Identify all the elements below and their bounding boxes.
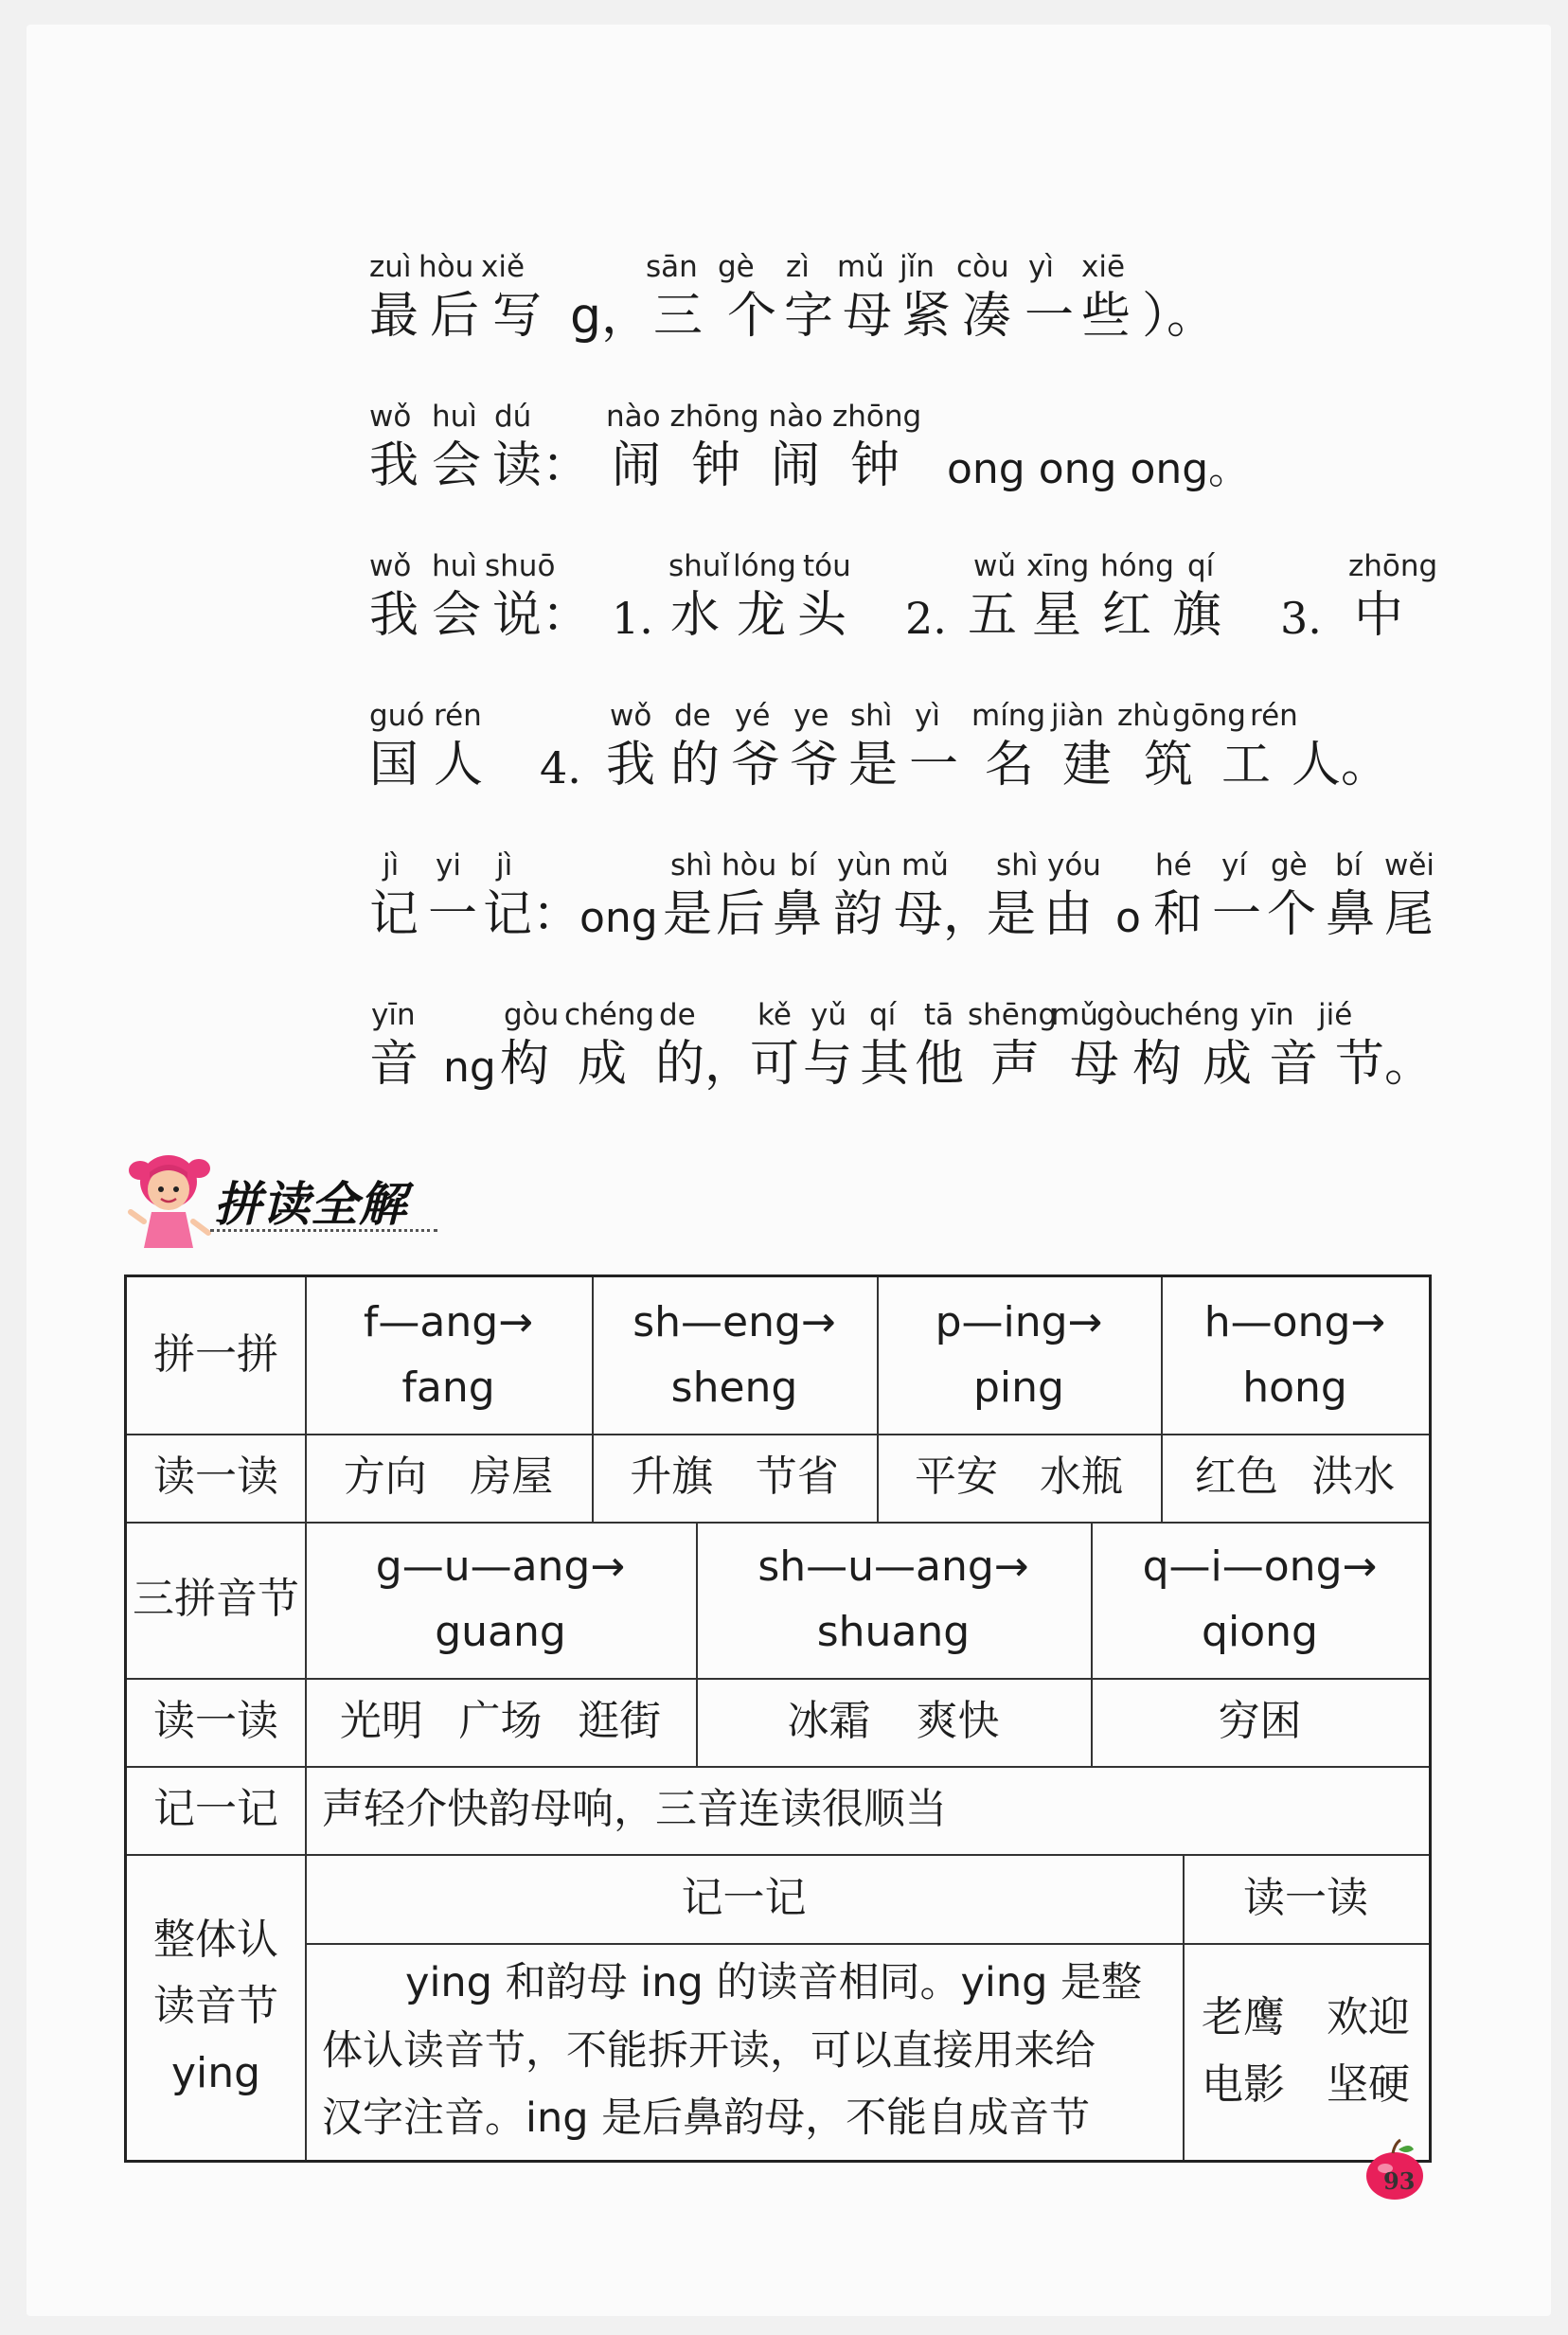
reading-line-3 xyxy=(369,549,1449,663)
pinyin: yi xyxy=(436,848,461,882)
hanzi: 五 xyxy=(968,587,1018,644)
reading-line-5 xyxy=(369,848,1449,962)
item-number: 3. xyxy=(1280,593,1322,644)
pinyin: dú xyxy=(494,400,532,434)
pinyin: hòu xyxy=(419,250,474,284)
hanzi: 爷 xyxy=(790,737,840,793)
pinyin: jǐn xyxy=(900,250,935,284)
hanzi: 后 xyxy=(430,288,480,345)
word: 逛街 xyxy=(578,1697,662,1746)
pinyin: huì xyxy=(432,549,477,583)
hanzi: 记： xyxy=(483,886,582,943)
hanzi: 尾 xyxy=(1384,886,1434,943)
explanation-note xyxy=(305,1943,1183,2160)
hanzi: 人。 xyxy=(1292,737,1391,793)
hanzi: 红 xyxy=(1102,587,1152,644)
spell-result: ping xyxy=(973,1363,1064,1412)
hanzi: 音 xyxy=(369,1036,419,1093)
reading-line-1 xyxy=(369,250,1449,364)
pinyin: yǔ xyxy=(811,998,846,1032)
hanzi: 是 xyxy=(848,737,899,793)
spell-result: fang xyxy=(401,1363,495,1412)
spell-formula: h—ong→ xyxy=(1203,1298,1386,1347)
pinyin: kě xyxy=(757,998,792,1032)
row-label-line: 读音节 xyxy=(153,1982,278,2031)
pinyin: mǔ xyxy=(1051,998,1098,1032)
hanzi: 工 xyxy=(1221,737,1272,793)
word-cell xyxy=(305,1434,592,1522)
hanzi: 一 xyxy=(909,737,959,793)
word: 爽快 xyxy=(916,1697,1000,1746)
hanzi: 节。 xyxy=(1335,1036,1434,1093)
word-cell xyxy=(877,1434,1161,1522)
row-label: 记一记 xyxy=(153,1785,278,1834)
row-label: 拼一拼 xyxy=(153,1330,278,1380)
word-pair xyxy=(1202,1985,1410,2051)
word-cell xyxy=(696,1678,1091,1766)
pinyin: wǔ xyxy=(973,549,1017,583)
word-cell xyxy=(1091,1678,1429,1766)
word: 老鹰 xyxy=(1202,1993,1285,2042)
hanzi: 旗 xyxy=(1172,587,1222,644)
pinyin: de xyxy=(674,699,711,733)
word: 红色 xyxy=(1194,1453,1278,1502)
spell-result: hong xyxy=(1242,1363,1347,1412)
hanzi: 与 xyxy=(803,1036,853,1093)
pinyin: wǒ xyxy=(610,699,652,733)
word: 平安 xyxy=(915,1453,998,1502)
hanzi: 闹 xyxy=(771,437,821,494)
page-number xyxy=(1357,2136,1433,2202)
spell-cell xyxy=(877,1277,1161,1434)
hanzi: 龙 xyxy=(737,587,787,644)
pinyin: zhōng xyxy=(1348,549,1438,583)
spell-cell xyxy=(1161,1277,1429,1434)
hanzi: 人 xyxy=(434,737,484,793)
spell-formula: g—u—ang→ xyxy=(375,1542,626,1592)
item-number: 2. xyxy=(905,593,947,644)
hanzi: 是 xyxy=(663,886,713,943)
finals-text: ng xyxy=(443,1043,496,1092)
pinyin: xiě xyxy=(481,250,526,284)
word: 欢迎 xyxy=(1327,1993,1410,2042)
pinyin: mǔ xyxy=(901,848,949,882)
word-cell xyxy=(1183,1943,1429,2160)
section-title: 拼读全解 xyxy=(214,1177,407,1232)
hanzi: 闹 xyxy=(612,437,662,494)
column-header: 读一读 xyxy=(1243,1873,1368,1922)
finals-text: ong xyxy=(579,894,658,942)
pinyin: shì xyxy=(850,699,893,733)
pinyin: bí xyxy=(790,848,817,882)
hanzi: 成 xyxy=(1203,1036,1253,1093)
hanzi: 字 xyxy=(784,288,834,345)
hanzi: 可 xyxy=(750,1036,800,1093)
row-label-line: 整体认 xyxy=(153,1915,278,1964)
word: 穷困 xyxy=(1218,1697,1302,1746)
hanzi: 鼻 xyxy=(1326,886,1376,943)
spell-result: shuang xyxy=(816,1607,971,1656)
hanzi: 钟 xyxy=(691,437,741,494)
pinyin: hòu xyxy=(722,848,777,882)
spell-result: qiong xyxy=(1202,1607,1318,1656)
pinyin: bí xyxy=(1335,848,1363,882)
hanzi: 母 xyxy=(843,288,893,345)
pinyin: yīn xyxy=(1250,998,1294,1032)
pinyin: mǔ xyxy=(837,250,884,284)
hanzi: ）。 xyxy=(1142,288,1217,345)
hanzi: 读： xyxy=(492,437,592,494)
word: 洪水 xyxy=(1311,1453,1396,1502)
pinyin: còu xyxy=(956,250,1009,284)
pinyin: rén xyxy=(1250,699,1298,733)
pinyin: chéng xyxy=(564,998,655,1032)
hanzi: 由 xyxy=(1043,886,1094,943)
hanzi: 构 xyxy=(500,1036,550,1093)
pinyin: jiàn xyxy=(1051,699,1104,733)
spell-cell xyxy=(696,1522,1091,1678)
pinyin: chéng xyxy=(1149,998,1240,1032)
spell-cell xyxy=(1091,1522,1429,1678)
pinyin: zhù xyxy=(1117,699,1170,733)
finals-text: o xyxy=(1115,894,1141,942)
pinyin: yí xyxy=(1221,848,1247,882)
word-cell xyxy=(592,1434,877,1522)
hanzi: 和 xyxy=(1153,886,1203,943)
pinyin: zì xyxy=(786,250,810,284)
hanzi: 写 xyxy=(492,288,543,345)
pinyin: wěi xyxy=(1384,848,1435,882)
spell-cell xyxy=(305,1277,592,1434)
hanzi: 母 xyxy=(1070,1036,1120,1093)
hanzi: 成 xyxy=(578,1036,628,1093)
pinyin: yì xyxy=(915,699,940,733)
pinyin: jì xyxy=(383,848,400,882)
hanzi: 构 xyxy=(1132,1036,1183,1093)
page-number-text: 93 xyxy=(1383,2167,1416,2195)
hanzi: 星 xyxy=(1032,587,1082,644)
word: 光明 xyxy=(339,1697,423,1746)
hanzi: 凑 xyxy=(962,288,1012,345)
spell-formula: sh—u—ang→ xyxy=(757,1542,1029,1592)
row-label: 读一读 xyxy=(153,1697,278,1746)
pinyin: huì xyxy=(432,400,477,434)
pinyin: gè xyxy=(1271,848,1308,882)
pinyin: shì xyxy=(670,848,713,882)
pinyin: yì xyxy=(1028,250,1054,284)
word-pair xyxy=(1202,2052,1410,2118)
pinyin: tā xyxy=(924,998,954,1032)
finals-text: ong ong ong。 xyxy=(947,445,1251,493)
hanzi: 的 xyxy=(670,737,721,793)
hanzi: g， xyxy=(570,288,651,345)
word: 电影 xyxy=(1202,2059,1285,2109)
hanzi: 紧 xyxy=(901,288,952,345)
pinyin: tóu xyxy=(803,549,851,583)
pinyin: sān xyxy=(646,250,698,284)
pinyin: zuì xyxy=(369,250,412,284)
hanzi: 我 xyxy=(369,437,419,494)
hanzi: 是 xyxy=(987,886,1037,943)
spell-formula: q—i—ong→ xyxy=(1142,1542,1378,1592)
row-label: 三拼音节 xyxy=(133,1575,299,1624)
hanzi: 三 xyxy=(653,288,704,345)
hanzi: 一 xyxy=(1025,288,1075,345)
spell-cell xyxy=(305,1522,696,1678)
word-cell xyxy=(305,1678,696,1766)
pinyin: shēng xyxy=(968,998,1058,1032)
pinyin: jì xyxy=(496,848,513,882)
note-line: 体认读音节，不能拆开读，可以直接用来给 xyxy=(322,2026,1096,2075)
hanzi: 一 xyxy=(1212,886,1262,943)
pinyin: de xyxy=(659,998,696,1032)
pinyin: qí xyxy=(869,998,897,1032)
pinyin: shì xyxy=(996,848,1039,882)
pinyin: yùn xyxy=(837,848,892,882)
hanzi: 我 xyxy=(369,587,419,644)
hanzi: 其 xyxy=(860,1036,910,1093)
column-header: 记一记 xyxy=(681,1873,807,1922)
hanzi: 水 xyxy=(670,587,721,644)
hanzi: 韵 xyxy=(833,886,883,943)
pinyin: nào zhōng nào zhōng xyxy=(606,400,922,434)
reading-line-6 xyxy=(369,998,1449,1112)
hanzi: 些 xyxy=(1081,288,1131,345)
hanzi: 个 xyxy=(727,288,777,345)
pinyin: wǒ xyxy=(369,400,412,434)
textbook-page xyxy=(27,25,1551,2316)
pinyin: shuō xyxy=(485,549,556,583)
word: 房屋 xyxy=(470,1453,554,1502)
pinyin: yóu xyxy=(1047,848,1101,882)
girl-mascot-icon xyxy=(123,1146,214,1252)
hanzi: 爷 xyxy=(731,737,781,793)
hanzi: 声 xyxy=(990,1036,1041,1093)
hanzi: 筑 xyxy=(1144,737,1194,793)
pinyin: hóng xyxy=(1100,549,1174,583)
word: 广场 xyxy=(458,1697,543,1746)
pinyin: míng xyxy=(971,699,1046,733)
hanzi: 一 xyxy=(428,886,478,943)
note-line: 汉字注音。ing 是后鼻韵母，不能自成音节 xyxy=(322,2094,1091,2143)
hanzi: 国 xyxy=(369,737,419,793)
spell-result: sheng xyxy=(670,1363,798,1412)
pinyin: gè xyxy=(718,250,755,284)
hanzi: 中 xyxy=(1354,587,1404,644)
pinyin: rén xyxy=(434,699,482,733)
pinyin: lóng xyxy=(733,549,796,583)
hanzi: 母， xyxy=(894,886,993,943)
hanzi: 建 xyxy=(1062,737,1113,793)
reading-line-4 xyxy=(369,699,1449,812)
hanzi: 的， xyxy=(655,1036,755,1093)
spell-cell xyxy=(592,1277,877,1434)
item-number: 1. xyxy=(612,593,653,644)
reading-line-2 xyxy=(369,400,1449,513)
row-label xyxy=(127,1854,305,2160)
word-cell xyxy=(1161,1434,1429,1522)
pinyin: guó xyxy=(369,699,425,733)
pinyin: jié xyxy=(1318,998,1353,1032)
pinyin: shuǐ xyxy=(668,549,730,583)
pinyin: gòu xyxy=(504,998,560,1032)
spell-formula: p—ing→ xyxy=(935,1298,1103,1347)
row-label-line: ying xyxy=(170,2048,261,2097)
word: 升旗 xyxy=(630,1453,714,1502)
hanzi: 钟 xyxy=(850,437,900,494)
hanzi: 他 xyxy=(915,1036,965,1093)
row-label: 读一读 xyxy=(153,1453,278,1502)
hanzi: 最 xyxy=(369,288,419,345)
note-line: ying 和韵母 ing 的读音相同。ying 是整 xyxy=(405,1959,1143,2007)
pinyin-table xyxy=(124,1274,1432,2163)
word: 坚硬 xyxy=(1327,2059,1410,2109)
spell-result: guang xyxy=(435,1607,566,1656)
pinyin: gòu xyxy=(1096,998,1152,1032)
hanzi: 说： xyxy=(492,587,592,644)
pinyin: hé xyxy=(1155,848,1192,882)
word: 节省 xyxy=(755,1453,839,1502)
pinyin: yīn xyxy=(371,998,416,1032)
hanzi: 头 xyxy=(797,587,847,644)
pinyin: yé xyxy=(735,699,771,733)
hanzi: 记 xyxy=(369,886,419,943)
word: 水瓶 xyxy=(1040,1453,1123,1502)
hanzi: 后 xyxy=(716,886,766,943)
pinyin: wǒ xyxy=(369,549,412,583)
pinyin: xīng xyxy=(1026,549,1090,583)
item-number: 4. xyxy=(540,742,581,793)
word: 方向 xyxy=(343,1453,427,1502)
hanzi: 我 xyxy=(606,737,656,793)
word: 冰霜 xyxy=(787,1697,871,1746)
hanzi: 鼻 xyxy=(773,886,823,943)
spell-formula: f—ang→ xyxy=(363,1298,534,1347)
mnemonic-text: 声轻介快韵母响，三音连读很顺当 xyxy=(322,1785,947,1834)
hanzi: 名 xyxy=(985,737,1035,793)
section-heading xyxy=(123,1146,445,1259)
hanzi: 个 xyxy=(1267,886,1317,943)
pinyin: xiē xyxy=(1081,250,1126,284)
pinyin: qí xyxy=(1187,549,1215,583)
hanzi: 音 xyxy=(1269,1036,1319,1093)
spell-formula: sh—eng→ xyxy=(633,1298,836,1347)
pinyin: gōng xyxy=(1172,699,1246,733)
hanzi: 会 xyxy=(432,437,482,494)
title-underline xyxy=(210,1229,437,1232)
pinyin: ye xyxy=(793,699,829,733)
hanzi: 会 xyxy=(432,587,482,644)
